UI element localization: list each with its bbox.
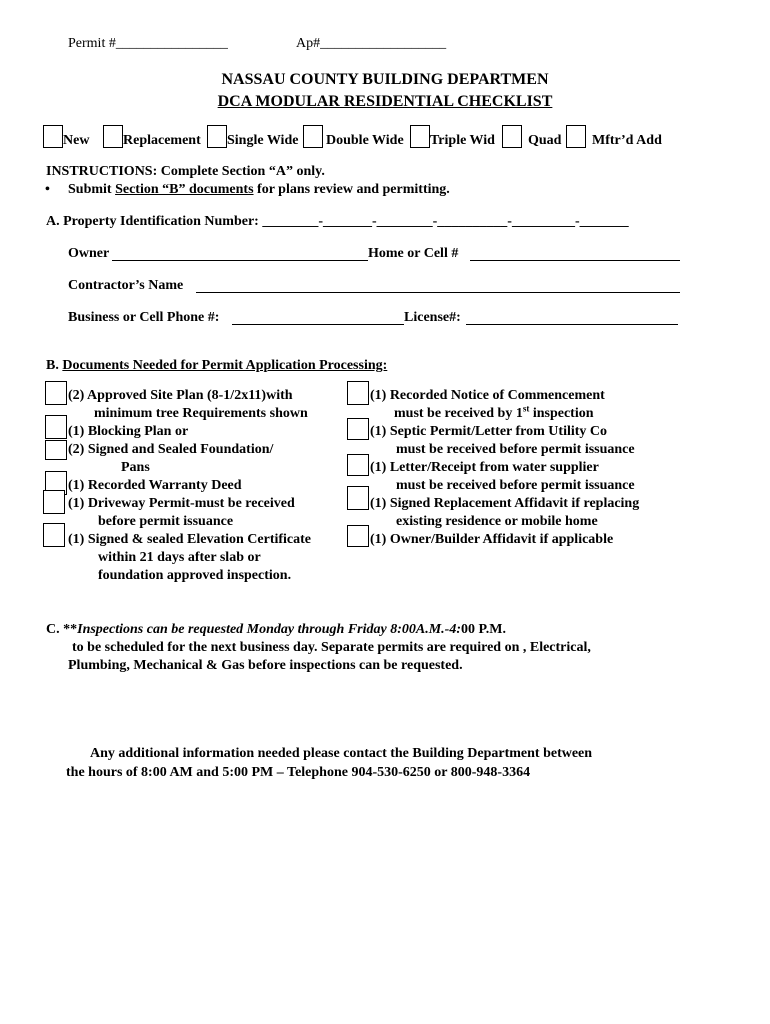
contact-info-line2: the hours of 8:00 AM and 5:00 PM – Telephone 904-530-6250 or 800-948-3364: [66, 765, 531, 780]
doc-driveway-permit: (1) Driveway Permit-must be received: [68, 496, 295, 511]
checkbox-septic-permit[interactable]: [347, 418, 369, 440]
doc-water-detail: must be received before permit issuance: [396, 478, 635, 493]
doc-elevation-certificate: (1) Signed & sealed Elevation Certificate: [68, 532, 312, 547]
checkbox-notice-commencement[interactable]: [347, 381, 369, 405]
doc-septic-permit: (1) Septic Permit/Letter from Utility Co: [370, 424, 608, 439]
doc-notice-commencement: (1) Recorded Notice of Commencement: [370, 388, 605, 403]
owner-label: Owner: [68, 246, 110, 261]
inspection-hours-end: 00 P.M.: [460, 622, 506, 637]
section-b-reference: Section “B” documents: [115, 182, 254, 197]
section-c-line3: Plumbing, Mechanical & Gas before inspections can be requested.: [68, 658, 463, 673]
doc-site-plan: (2) Approved Site Plan (8-1/2x11)with: [68, 388, 293, 403]
instructions-submit-tail: for plans review and permitting.: [253, 182, 450, 197]
checkbox-label-triple-wide: Triple Wid: [430, 133, 495, 148]
doc-replacement-detail: existing residence or mobile home: [396, 514, 598, 529]
instructions-submit-text: Submit: [68, 182, 116, 197]
checkbox-site-plan[interactable]: [45, 381, 67, 405]
doc-owner-builder-affidavit: (1) Owner/Builder Affidavit if applicable: [370, 532, 614, 547]
doc-notice-detail: must be received by 1: [394, 406, 523, 421]
checkbox-double-wide[interactable]: [303, 125, 323, 148]
checkbox-label-double-wide: Double Wide: [326, 133, 404, 148]
checkbox-foundation[interactable]: [45, 440, 67, 460]
checkbox-driveway-permit[interactable]: [43, 490, 65, 514]
doc-warranty-deed: (1) Recorded Warranty Deed: [68, 478, 242, 493]
section-c-prefix: C. **: [46, 622, 78, 637]
page-title: NASSAU COUNTY BUILDING DEPARTMEN: [221, 71, 549, 88]
doc-replacement-affidavit: (1) Signed Replacement Affidavit if replacing: [370, 496, 640, 511]
checkbox-label-single-wide: Single Wide: [227, 133, 299, 148]
business-phone-input-line[interactable]: [232, 324, 404, 325]
checkbox-elevation-certificate[interactable]: [43, 523, 65, 547]
doc-water-supplier: (1) Letter/Receipt from water supplier: [370, 460, 599, 475]
checkbox-owner-builder-affidavit[interactable]: [347, 525, 369, 547]
page-subtitle: DCA MODULAR RESIDENTIAL CHECKLIST: [217, 93, 553, 110]
checkbox-water-supplier[interactable]: [347, 454, 369, 476]
checkbox-new[interactable]: [43, 125, 63, 148]
doc-elevation-detail-1: within 21 days after slab or: [98, 550, 261, 565]
owner-input-line[interactable]: [112, 260, 368, 261]
doc-elevation-detail-2: foundation approved inspection.: [98, 568, 292, 583]
doc-notice-superscript: st: [522, 403, 530, 414]
ap-number-field: Ap#__________________: [296, 36, 447, 51]
contractor-label: Contractor’s Name: [68, 278, 184, 293]
doc-foundation-detail: Pans: [121, 460, 150, 475]
checkbox-replacement-affidavit[interactable]: [347, 486, 369, 510]
contractor-input-line[interactable]: [196, 292, 680, 293]
doc-site-plan-detail: minimum tree Requirements shown: [94, 406, 308, 421]
section-b-heading: Documents Needed for Permit Application Processing:: [62, 358, 388, 373]
business-phone-label: Business or Cell Phone #:: [68, 310, 220, 325]
checkbox-single-wide[interactable]: [207, 125, 227, 148]
home-cell-label: Home or Cell #: [368, 246, 459, 261]
doc-notice-detail-tail: inspection: [529, 406, 594, 421]
section-b-prefix: B.: [46, 358, 63, 373]
section-c-line2: to be scheduled for the next business day. Separate permits are required on , Electrical,: [72, 640, 591, 655]
property-id-field: A. Property Identification Number: ________-_______-________-__________-_________-_______: [46, 214, 629, 229]
doc-blocking-plan: (1) Blocking Plan or: [68, 424, 189, 439]
license-label: License#:: [404, 310, 461, 325]
checkbox-label-new: New: [63, 133, 90, 148]
bullet-icon: •: [45, 182, 50, 197]
checkbox-triple-wide[interactable]: [410, 125, 430, 148]
checkbox-blocking-plan[interactable]: [45, 415, 67, 439]
doc-driveway-permit-detail: before permit issuance: [98, 514, 234, 529]
checkbox-label-mftrd-add: Mftr’d Add: [592, 133, 662, 148]
inspection-hours-text: Inspections can be requested Monday through Friday 8:00A.M.-4:: [77, 622, 461, 637]
checkbox-replacement[interactable]: [103, 125, 123, 148]
checkbox-label-quad: Quad: [528, 133, 562, 148]
license-input-line[interactable]: [466, 324, 678, 325]
doc-foundation: (2) Signed and Sealed Foundation/: [68, 442, 274, 457]
contact-info-line1: Any additional information needed please contact the Building Department between: [90, 746, 593, 761]
checkbox-mftrd-add[interactable]: [566, 125, 586, 148]
home-cell-input-line[interactable]: [470, 260, 680, 261]
doc-septic-detail: must be received before permit issuance: [396, 442, 635, 457]
checkbox-label-replacement: Replacement: [123, 133, 201, 148]
permit-number-field: Permit #________________: [68, 36, 228, 51]
instructions-line: INSTRUCTIONS: Complete Section “A” only.: [46, 164, 325, 179]
checkbox-quad[interactable]: [502, 125, 522, 148]
